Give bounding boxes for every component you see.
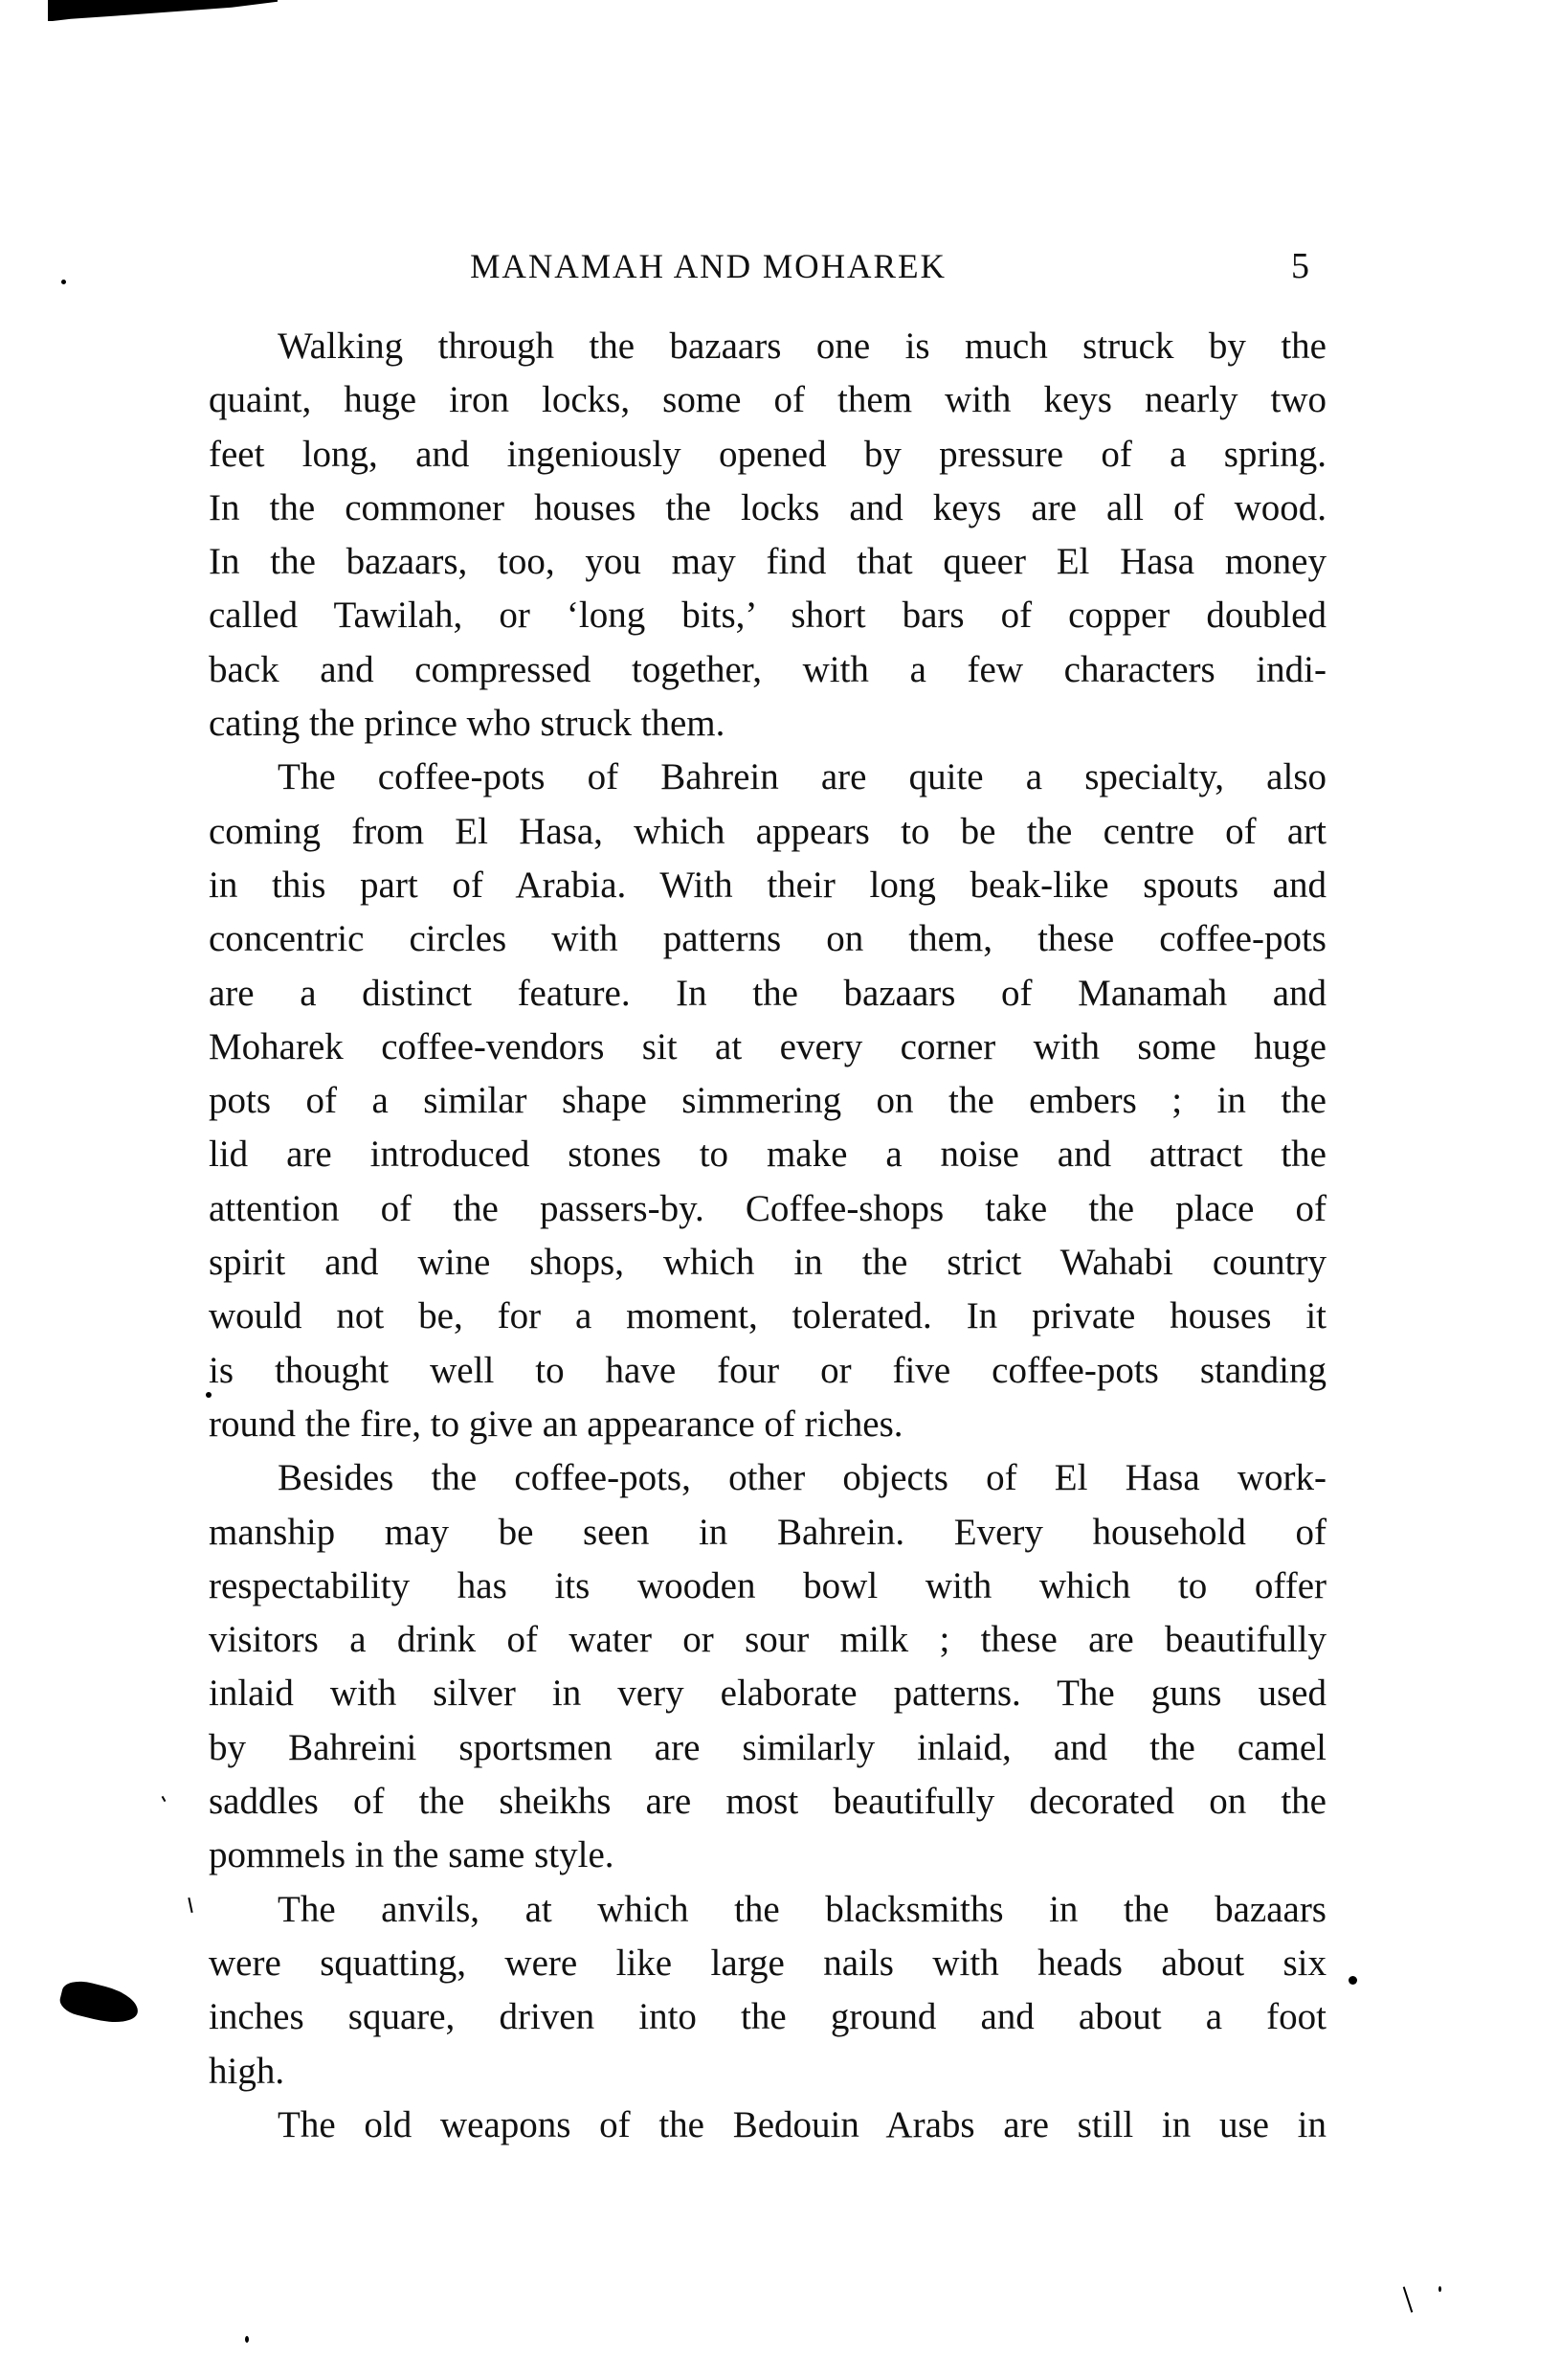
- ink-stroke: [1403, 2286, 1414, 2312]
- text-line: The old weapons of the Bedouin Arabs are still in use in: [278, 2103, 1327, 2145]
- running-header: [209, 239, 1328, 297]
- page-number: 5: [1291, 246, 1309, 286]
- paragraph-coffee-pots: [209, 751, 1327, 1451]
- text-line: concentric circles with patterns on them, these coffee-pots: [209, 918, 1327, 960]
- text-line: called Tawilah, or ‘long bits,’ short bars of copper doubled: [209, 595, 1327, 637]
- text-line: In the bazaars, too, you may find that queer El Hasa money: [209, 541, 1327, 583]
- text-line: pommels in the same style.: [209, 1834, 614, 1876]
- ink-stroke: [188, 1897, 192, 1913]
- text-line: inches square, driven into the ground and about a foot: [209, 1996, 1327, 2038]
- paragraph-weapons: [209, 2099, 1327, 2152]
- text-line: Besides the coffee-pots, other objects of El Hasa work-: [278, 1457, 1327, 1499]
- text-line: attention of the passers-by. Coffee-shops take the place of: [209, 1187, 1327, 1229]
- text-line: respectability has its wooden bowl with which to offer: [209, 1564, 1327, 1606]
- ink-speck: [245, 2336, 249, 2343]
- text-line: pots of a similar shape simmering on the embers ; in the: [209, 1080, 1327, 1122]
- text-line: would not be, for a moment, tolerated. In private houses it: [209, 1295, 1327, 1337]
- ink-blot-left-margin: [57, 1977, 142, 2030]
- paragraph-anvils: [209, 1883, 1327, 2099]
- text-line: In the commoner houses the locks and keys are all of wood.: [209, 486, 1327, 528]
- text-line: Walking through the bazaars one is much struck by the: [278, 326, 1327, 367]
- text-line: is thought well to have four or five coffee-pots standing: [209, 1349, 1327, 1391]
- ink-speck: [61, 280, 66, 284]
- text-line: inlaid with silver in very elaborate patterns. The guns used: [209, 1673, 1327, 1715]
- text-line: saddles of the sheikhs are most beautifully decorated on the: [209, 1781, 1327, 1823]
- text-line: The anvils, at which the blacksmiths in the bazaars: [278, 1888, 1327, 1930]
- text-line: manship may be seen in Bahrein. Every household of: [209, 1511, 1327, 1553]
- ink-smudge-top: [48, 0, 278, 21]
- text-line: are a distinct feature. In the bazaars of Manamah and: [209, 972, 1327, 1014]
- text-line: The coffee-pots of Bahrein are quite a specialty, also: [278, 756, 1327, 798]
- text-line: coming from El Hasa, which appears to be the centre of art: [209, 810, 1327, 852]
- text-line: lid are introduced stones to make a noise and attract the: [209, 1134, 1327, 1176]
- text-line: high.: [209, 2050, 285, 2092]
- body-text: [209, 320, 1327, 2152]
- text-line: Moharek coffee-vendors sit at every corner with some huge: [209, 1025, 1327, 1067]
- text-line: were squatting, were like large nails with heads about six: [209, 1942, 1327, 1984]
- text-line: round the fire, to give an appearance of riches.: [209, 1403, 903, 1445]
- paragraph-el-hasa-workmanship: [209, 1451, 1327, 1882]
- text-line: in this part of Arabia. With their long beak-like spouts and: [209, 864, 1327, 906]
- text-line: back and compressed together, with a few characters indi-: [209, 648, 1327, 690]
- paragraph-locks: [209, 320, 1327, 751]
- text-line: visitors a drink of water or sour milk ; these are beautifully: [209, 1619, 1327, 1661]
- text-line: cating the prince who struck them.: [209, 703, 725, 745]
- text-line: quaint, huge iron locks, some of them with keys nearly two: [209, 379, 1327, 421]
- ink-stroke: [162, 1796, 167, 1802]
- ink-speck: [1438, 2286, 1441, 2292]
- text-line: feet long, and ingeniously opened by pressure of a spring.: [209, 433, 1327, 475]
- running-header-title: MANAMAH AND MOHAREK: [470, 247, 947, 285]
- ink-speck: [1349, 1976, 1357, 1985]
- text-line: by Bahreini sportsmen are similarly inlaid, and the camel: [209, 1726, 1327, 1768]
- text-line: spirit and wine shops, which in the strict Wahabi country: [209, 1242, 1327, 1284]
